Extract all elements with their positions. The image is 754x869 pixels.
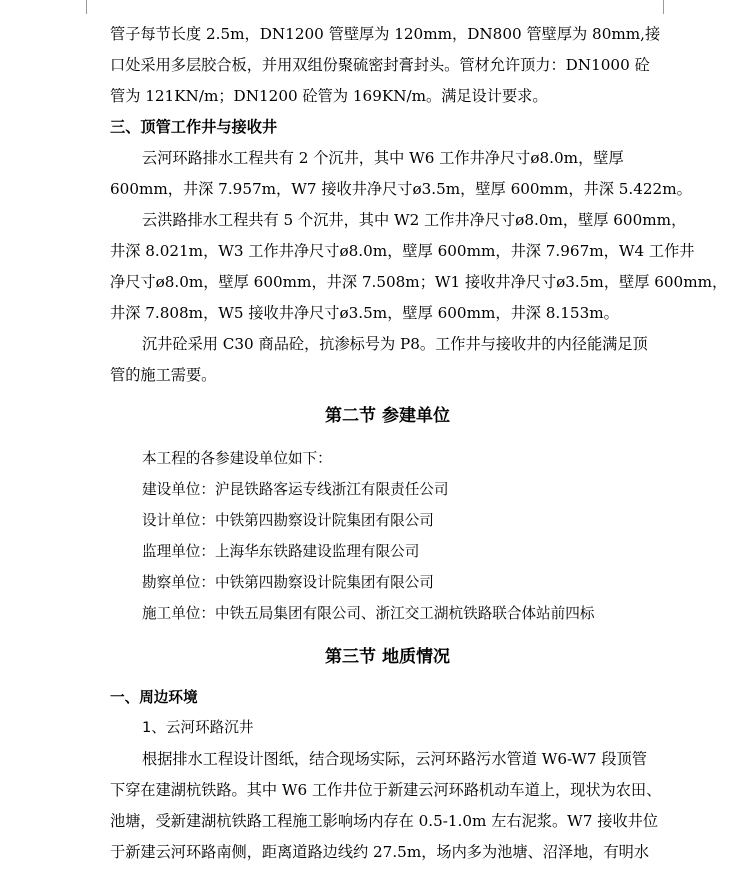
heading-surroundings: 一、周边环境 [110, 689, 198, 706]
paragraph-line: 于新建云河环路南侧，距离道路边线约 27.5m，场内多为池塘、沼泽地，有明水 [110, 843, 650, 861]
participants-intro: 本工程的各参建设单位如下： [142, 450, 332, 467]
paragraph-line: 池塘，受新建湖杭铁路工程施工影响场内存在 0.5-1.0m 左右泥浆。W7 接收井位 [110, 812, 659, 830]
paragraph-line: 管子每节长度 2.5m，DN1200 管壁厚为 120mm，DN800 管壁厚为 80mm,接 [110, 25, 661, 43]
unit-line: 施工单位：中铁五局集团有限公司、浙江交工湖杭铁路联合体站前四标 [142, 605, 595, 622]
unit-line: 监理单位：上海华东铁路建设监理有限公司 [142, 543, 420, 560]
paragraph-line: 口处采用多层胶合板，并用双组份聚硫密封膏封头。管材允许顶力：DN1000 砼 [110, 56, 650, 74]
paragraph-line: 云洪路排水工程共有 5 个沉井，其中 W2 工作井净尺寸ø8.0m，壁厚 600mm， [142, 211, 687, 229]
paragraph-line: 下穿在建湖杭铁路。其中 W6 工作井位于新建云河环路机动车道上，现状为农田、 [110, 781, 662, 799]
heading-wells: 三、顶管工作井与接收井 [110, 118, 278, 136]
paragraph-line: 管为 121KN/m；DN1200 砼管为 169KN/m。满足设计要求。 [110, 87, 548, 105]
paragraph-line: 井深 7.808m，W5 接收井净尺寸ø3.5m，壁厚 600mm，井深 8.153m。 [110, 304, 619, 322]
section-title-participants: 第二节 参建单位 [325, 406, 450, 426]
unit-line: 设计单位：中铁第四勘察设计院集团有限公司 [142, 512, 434, 529]
crop-mark-right [663, 0, 664, 14]
section-title-geology: 第三节 地质情况 [325, 647, 450, 667]
unit-line: 勘察单位：中铁第四勘察设计院集团有限公司 [142, 574, 434, 591]
unit-line: 建设单位：沪昆铁路客运专线浙江有限责任公司 [142, 481, 449, 498]
paragraph-line: 沉井砼采用 C30 商品砼，抗渗标号为 P8。工作井与接收井的内径能满足顶 [142, 335, 648, 353]
paragraph-line: 净尺寸ø8.0m，壁厚 600mm，井深 7.508m；W1 接收井净尺寸ø3.5m，壁厚 600mm， [110, 273, 728, 291]
paragraph-line: 井深 8.021m，W3 工作井净尺寸ø8.0m，壁厚 600mm，井深 7.967m，W4 工作井 [110, 242, 695, 260]
subheading-yunhe-well: 1、云河环路沉井 [142, 719, 254, 736]
paragraph-line: 云河环路排水工程共有 2 个沉井，其中 W6 工作井净尺寸ø8.0m，壁厚 [142, 149, 624, 167]
paragraph-line: 根据排水工程设计图纸，结合现场实际，云河环路污水管道 W6-W7 段顶管 [142, 750, 647, 768]
paragraph-line: 管的施工需要。 [110, 366, 217, 384]
paragraph-line: 600mm，井深 7.957m，W7 接收井净尺寸ø3.5m，壁厚 600mm，井深 5.422m。 [110, 180, 692, 198]
crop-mark-left [86, 0, 87, 14]
